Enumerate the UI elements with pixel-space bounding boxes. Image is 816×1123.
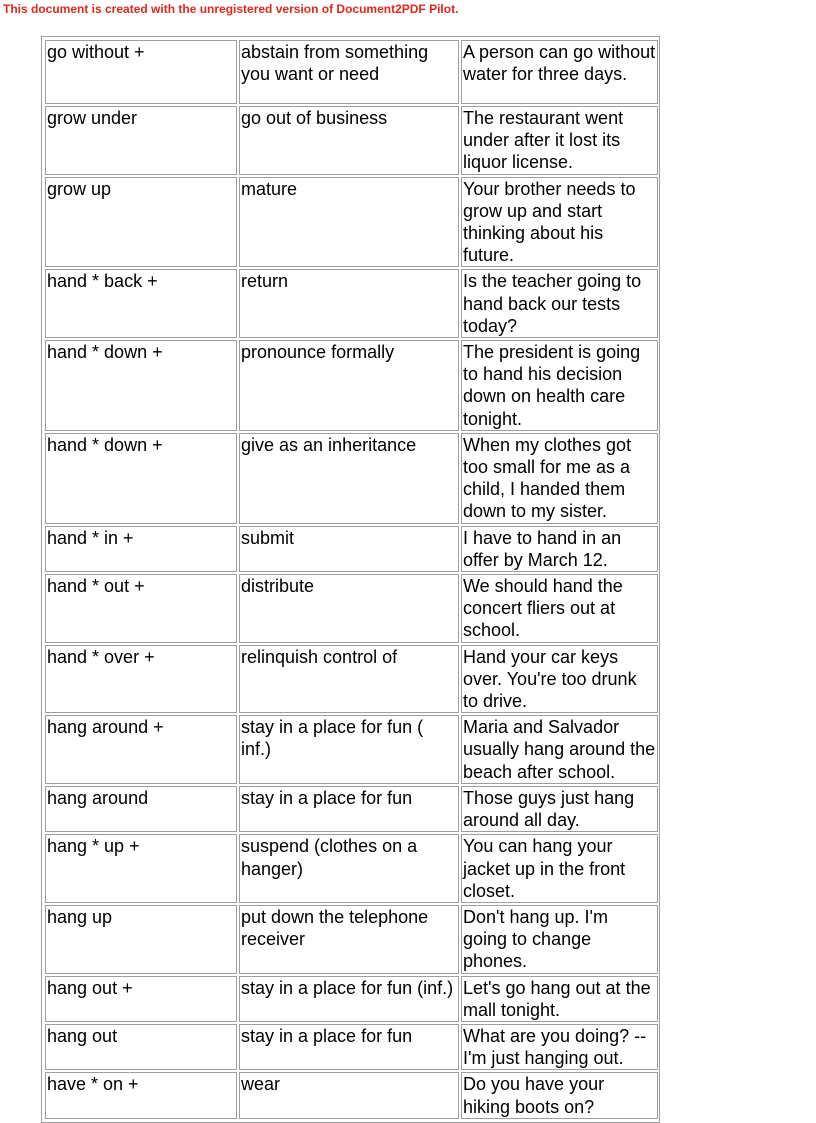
meaning-cell: give as an inheritance <box>239 433 459 524</box>
table-row <box>45 976 658 1022</box>
meaning-cell: stay in a place for fun <box>239 786 459 832</box>
table-row <box>45 526 658 572</box>
meaning-cell: stay in a place for fun (inf.) <box>239 976 459 1022</box>
phrasal-verb-table-body <box>45 40 658 1119</box>
table-row <box>45 269 658 338</box>
meaning-cell: stay in a place for fun ( inf.) <box>239 715 459 784</box>
example-cell: You can hang your jacket up in the front closet. <box>461 834 658 903</box>
phrasal-verb-cell: hand * over + <box>45 645 237 714</box>
example-cell: Let's go hang out at the mall tonight. <box>461 976 658 1022</box>
meaning-cell: wear <box>239 1072 459 1118</box>
table-row <box>45 177 658 268</box>
meaning-cell: distribute <box>239 574 459 643</box>
table-row <box>45 340 658 431</box>
meaning-cell: pronounce formally <box>239 340 459 431</box>
example-cell: We should hand the concert fliers out at school. <box>461 574 658 643</box>
example-cell: Those guys just hang around all day. <box>461 786 658 832</box>
example-cell: Your brother needs to grow up and start thinking about his future. <box>461 177 658 268</box>
phrasal-verb-cell: hang up <box>45 905 237 974</box>
phrasal-verb-cell: have * on + <box>45 1072 237 1118</box>
phrasal-verb-cell: hang out <box>45 1024 237 1070</box>
example-cell: The restaurant went under after it lost its liquor license. <box>461 106 658 175</box>
example-cell: I have to hand in an offer by March 12. <box>461 526 658 572</box>
table-row <box>45 715 658 784</box>
phrasal-verb-cell: hand * in + <box>45 526 237 572</box>
meaning-cell: suspend (clothes on a hanger) <box>239 834 459 903</box>
table-row <box>45 645 658 714</box>
table-row <box>45 786 658 832</box>
example-cell: Don't hang up. I'm going to change phones. <box>461 905 658 974</box>
meaning-cell: put down the telephone receiver <box>239 905 459 974</box>
phrasal-verb-cell: grow up <box>45 177 237 268</box>
phrasal-verb-cell: hang around + <box>45 715 237 784</box>
meaning-cell: stay in a place for fun <box>239 1024 459 1070</box>
meaning-cell: submit <box>239 526 459 572</box>
phrasal-verb-cell: grow under <box>45 106 237 175</box>
meaning-cell: relinquish control of <box>239 645 459 714</box>
phrasal-verb-cell: go without + <box>45 40 237 104</box>
example-cell: What are you doing? -- I'm just hanging out. <box>461 1024 658 1070</box>
phrasal-verb-cell: hand * back + <box>45 269 237 338</box>
phrasal-verb-cell: hand * out + <box>45 574 237 643</box>
phrasal-verb-table-frame <box>41 36 660 1123</box>
phrasal-verb-cell: hang out + <box>45 976 237 1022</box>
table-row <box>45 834 658 903</box>
example-cell: Do you have your hiking boots on? <box>461 1072 658 1118</box>
example-cell: A person can go without water for three days. <box>461 40 658 104</box>
example-cell: The president is going to hand his decision down on health care tonight. <box>461 340 658 431</box>
meaning-cell: return <box>239 269 459 338</box>
meaning-cell: mature <box>239 177 459 268</box>
example-cell: Is the teacher going to hand back our tests today? <box>461 269 658 338</box>
table-row <box>45 574 658 643</box>
table-row <box>45 106 658 175</box>
table-row <box>45 1072 658 1118</box>
example-cell: Hand your car keys over. You're too drunk to drive. <box>461 645 658 714</box>
unregistered-version-banner: This document is created with the unregistered version of Document2PDF Pilot. <box>3 2 459 16</box>
example-cell: Maria and Salvador usually hang around the beach after school. <box>461 715 658 784</box>
meaning-cell: go out of business <box>239 106 459 175</box>
phrasal-verb-cell: hang * up + <box>45 834 237 903</box>
phrasal-verb-table <box>43 38 660 1121</box>
phrasal-verb-cell: hand * down + <box>45 433 237 524</box>
phrasal-verb-cell: hang around <box>45 786 237 832</box>
meaning-cell: abstain from something you want or need <box>239 40 459 104</box>
table-row <box>45 905 658 974</box>
table-row <box>45 1024 658 1070</box>
table-row <box>45 433 658 524</box>
table-row <box>45 40 658 104</box>
example-cell: When my clothes got too small for me as a child, I handed them down to my sister. <box>461 433 658 524</box>
phrasal-verb-cell: hand * down + <box>45 340 237 431</box>
